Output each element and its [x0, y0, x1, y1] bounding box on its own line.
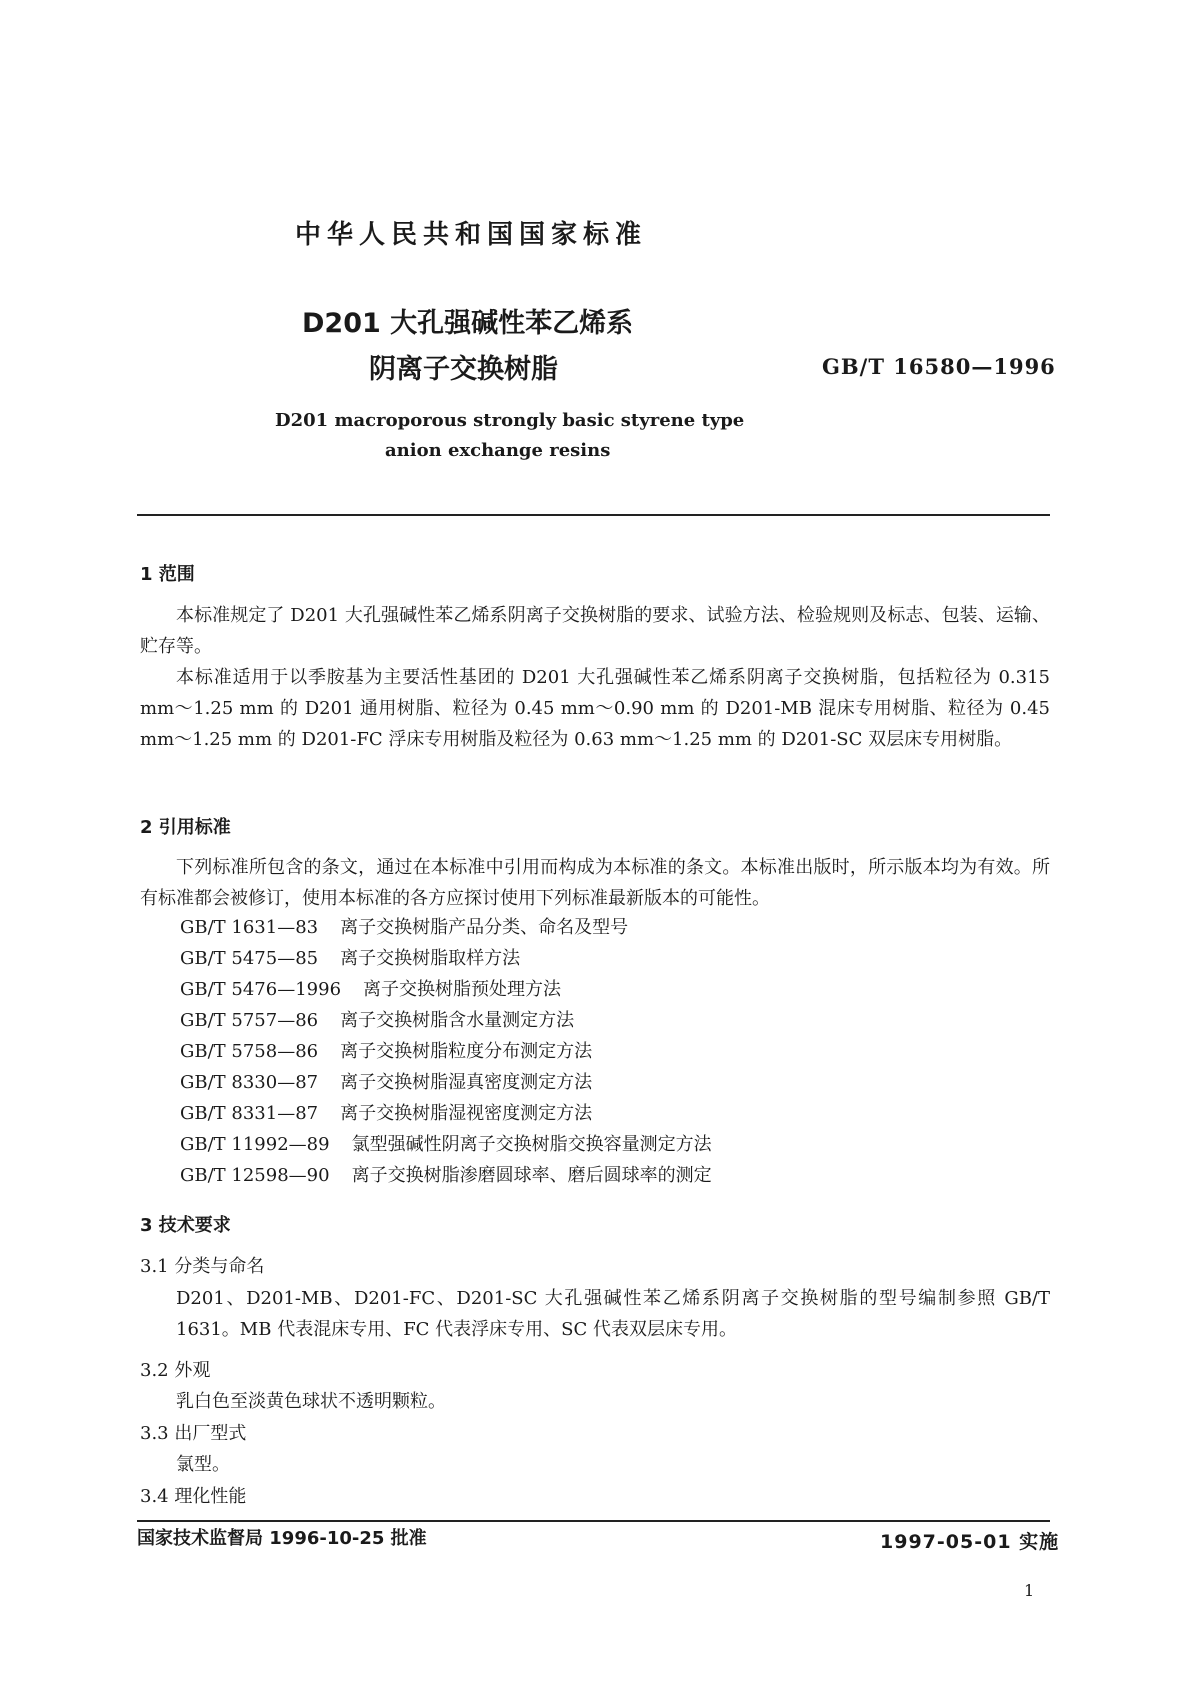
reference-item [180, 975, 561, 1001]
reference-code: GB/T 5475—85 [180, 948, 319, 969]
reference-code: GB/T 12598—90 [180, 1165, 330, 1186]
reference-code: GB/T 5758—86 [180, 1041, 319, 1062]
section-3-3-heading: 3.3 出厂型式 [140, 1423, 247, 1444]
section-2-heading: 2 引用标准 [140, 817, 231, 838]
reference-item [180, 1006, 574, 1032]
standard-category-title: 中华人民共和国国家标准 [295, 220, 648, 250]
reference-item [180, 913, 628, 939]
reference-code: GB/T 5757—86 [180, 1010, 319, 1031]
section-3-3-text: 氯型。 [176, 1454, 230, 1475]
reference-code: GB/T 8330—87 [180, 1072, 319, 1093]
reference-title: 离子交换树脂渗磨圆球率、磨后圆球率的测定 [351, 1165, 712, 1186]
reference-title: 离子交换树脂湿视密度测定方法 [340, 1103, 593, 1124]
title-en-line2: anion exchange resins [385, 440, 611, 461]
footer-divider [137, 1520, 1050, 1522]
section-2-para-1: 下列标准所包含的条文，通过在本标准中引用而构成为本标准的条文。本标准出版时，所示版本均为有效。所有标准都会被修订，使用本标准的各方应探讨使用下列标准最新版本的可能性。 [140, 857, 1050, 909]
section-1-heading: 1 范围 [140, 564, 195, 585]
reference-item [180, 1037, 592, 1063]
reference-item [180, 1161, 712, 1187]
section-1-para-2: 本标准适用于以季胺基为主要活性基团的 D201 大孔强碱性苯乙烯系阴离子交换树脂，包括粒径为 0.315 mm～1.25 mm 的 D201 通用树脂、粒径为 0.45 mm～0.90 mm 的 D201-MB 混床专用树脂、粒径为 0.45 mm～1.25 mm 的 D201-FC 浮床专用树脂及粒径为 0.63 mm～1.25 mm 的 D201-SC 双层床专用树脂。 [140, 667, 1050, 750]
section-3-2-text: 乳白色至淡黄色球状不透明颗粒。 [176, 1391, 446, 1412]
reference-code: GB/T 11992—89 [180, 1134, 330, 1155]
reference-code: GB/T 5476—1996 [180, 979, 342, 1000]
section-3-4-heading: 3.4 理化性能 [140, 1486, 247, 1507]
reference-title: 离子交换树脂产品分类、命名及型号 [340, 917, 629, 938]
reference-item [180, 1068, 592, 1094]
section-3-heading: 3 技术要求 [140, 1215, 231, 1236]
reference-title: 氯型强碱性阴离子交换树脂交换容量测定方法 [351, 1134, 712, 1155]
section-3-1-heading: 3.1 分类与命名 [140, 1256, 265, 1277]
reference-code: GB/T 1631—83 [180, 917, 319, 938]
section-3-1-text: D201、D201-MB、D201-FC、D201-SC 大孔强碱性苯乙烯系阴离子交换树脂的型号编制参照 GB/T 1631。MB 代表混床专用、FC 代表浮床专用、SC 代表双层床专用。 [176, 1288, 1050, 1340]
reference-title: 离子交换树脂预处理方法 [363, 979, 562, 1000]
effective-date: 1997-05-01 实施 [880, 1531, 1060, 1553]
title-cn-line2: 阴离子交换树脂 [369, 354, 558, 385]
section-3-2-heading: 3.2 外观 [140, 1360, 211, 1381]
standard-number: GB/T 16580—1996 [822, 354, 1056, 379]
reference-title: 离子交换树脂取样方法 [340, 948, 521, 969]
title-en-line1: D201 macroporous strongly basic styrene type [275, 410, 745, 431]
reference-item [180, 1130, 712, 1156]
reference-title: 离子交换树脂粒度分布测定方法 [340, 1041, 593, 1062]
reference-item [180, 1099, 592, 1125]
reference-title: 离子交换树脂含水量测定方法 [340, 1010, 575, 1031]
reference-code: GB/T 8331—87 [180, 1103, 319, 1124]
page-number: 1 [1024, 1581, 1035, 1600]
approval-date: 国家技术监督局 1996-10-25 批准 [137, 1528, 427, 1549]
section-1-para-1: 本标准规定了 D201 大孔强碱性苯乙烯系阴离子交换树脂的要求、试验方法、检验规则及标志、包装、运输、贮存等。 [140, 605, 1050, 657]
reference-item [180, 944, 520, 970]
header-divider [137, 514, 1050, 516]
title-cn-line1: D201 大孔强碱性苯乙烯系 [302, 308, 634, 339]
reference-title: 离子交换树脂湿真密度测定方法 [340, 1072, 593, 1093]
